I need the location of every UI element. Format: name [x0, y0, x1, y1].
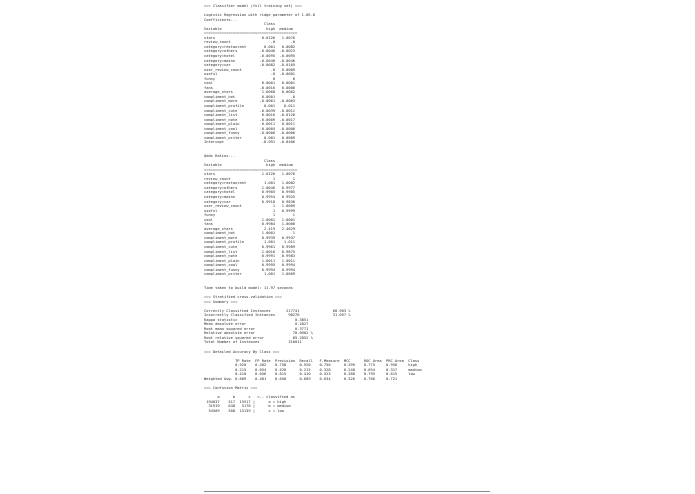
output-line: Class [204, 22, 276, 27]
output-line: 31919 648 5178 | b = medium [204, 404, 291, 409]
output-line: user_review_count -0 0.0009 [204, 67, 296, 72]
output-line: compliment_hot 0.0001 -0 [204, 94, 296, 99]
output-line: category=hotel -0.0095 -0.0095 [204, 54, 296, 59]
output-line: 0.410 0.056 0.615 0.410 0.523 0.380 0.795 0.615 low [204, 372, 415, 377]
output-line: average_stars 1.0068 0.0062 [204, 90, 296, 95]
output-line: category=mainn 0.9954 0.9925 [204, 194, 296, 199]
output-line: category=mainn -0.0046 -0.0046 [204, 58, 296, 63]
output-line: Odds Ratios... [204, 154, 236, 159]
output-line: category=restaurant 0.001 0.0082 [204, 44, 296, 49]
output-line: 54509 508 15139 | c = low [204, 408, 284, 413]
output-line: category=others 1.0046 0.9977 [204, 185, 296, 190]
output-line: compliment_profile 0.001 0.011 [204, 104, 296, 109]
output-line: compliment_list 1.0016 0.9875 [204, 249, 296, 254]
output-line: compliment_note 0.9991 0.9983 [204, 254, 296, 259]
output-line: === Confusion Matrix === [204, 385, 258, 390]
output-line: fans -0.0016 0.0006 [204, 85, 296, 90]
output-line: compliment_cool -0.0005 -0.0006 [204, 126, 296, 131]
output-line: compliment_writer 0.001 0.0009 [204, 135, 296, 140]
output-line: ========================================== [204, 167, 298, 172]
output-line: === Detailed Accuracy By Class === [204, 349, 280, 354]
output-line: === Stratified cross-validation === [204, 295, 282, 299]
output-line: Weighted Avg. 0.689 0.481 0.658 0.689 0.634 0.326 0.766 0.721 [204, 376, 398, 381]
output-line: 0.920 0.482 0.758 0.920 0.750 0.399 0.775 0.950 high [204, 363, 418, 368]
output-line: compliment_more 0.9939 0.9937 [204, 235, 296, 240]
classifier-output [204, 4, 422, 413]
output-line: Intercept -8.091 -0.8406 [204, 140, 296, 145]
output-line: Root mean squared error 0.3771 [204, 326, 309, 331]
output-line: Logistic Regression with ridge parameter of 1.0E-8 [204, 13, 316, 18]
output-line: Correctly Classified Instances 217741 68.903 % [204, 308, 351, 313]
output-line: compliment_writer 1.001 1.0009 [204, 272, 296, 277]
output-line: 0.215 0.054 0.528 0.215 0.328 0.248 0.654 0.317 medium [204, 367, 422, 372]
output-line: category=car 0.9918 0.9836 [204, 199, 296, 204]
output-line: Root relative squared error 85.2852 % [204, 335, 313, 340]
output-line: compliment_plain 0.0011 0.0011 [204, 122, 296, 127]
output-line: category=others -0.0046 -0.0023 [204, 49, 296, 54]
output-line: compliment_profile 1.001 1.011 [204, 240, 296, 245]
output-line: review_count -0 -0 [204, 40, 296, 45]
output-line: === Summary === [204, 299, 238, 304]
output-line: category=car -0.0082 -0.0165 [204, 63, 296, 68]
output-line: average_stars 2.419 2.4629 [204, 226, 296, 231]
output-line: a b c <-- classified as [204, 395, 296, 400]
output-line: compliment_cute -0.0039 -0.0011 [204, 108, 296, 113]
output-line: compliment_note -0.0009 -0.0017 [204, 117, 296, 122]
output-line: Mean absolute error 0.2827 [204, 322, 309, 327]
output-line: cool 1.0001 1.0001 [204, 217, 296, 222]
output-line: === Classifier model (full training set) === [204, 4, 302, 8]
output-line: useful 1 0.9999 [204, 208, 296, 213]
output-line: compliment_list 0.0016 -0.0126 [204, 113, 296, 118]
output-line: Total Number of Instances 316011 [204, 340, 302, 345]
output-line: funny 0 0 [204, 76, 296, 81]
output-line: Class [204, 158, 276, 163]
output-line: funny 1 1 [204, 213, 296, 218]
output-line: review_count 1 1 [204, 176, 296, 181]
output-line: TP Rate FP Rate Precision Recall F-Measure MCC ROC Area PRC Area Class [204, 358, 420, 363]
output-line: Variable high medium [204, 163, 293, 168]
output-line: Coefficients... [204, 17, 238, 22]
output-line: compliment_funny -0.0006 -0.0006 [204, 131, 296, 136]
output-line: user_review_count 1 1.0009 [204, 204, 296, 209]
output-line: stars 0.0126 1.0076 [204, 35, 296, 40]
output-line: compliment_cute 0.9961 0.9989 [204, 244, 296, 249]
output-line: Relative absolute error 70.0902 % [204, 331, 313, 336]
bottom-divider [204, 491, 490, 492]
output-line: category=hotel 0.9905 0.9905 [204, 190, 296, 195]
output-line: compliment_cool 0.9995 0.9994 [204, 263, 296, 268]
output-line: compliment_plain 1.0011 1.0011 [204, 258, 296, 263]
output-line: compliment_funny 0.9994 0.9994 [204, 267, 296, 272]
output-line: compliment_hot 1.0001 1 [204, 231, 296, 236]
output-line: ========================================== [204, 31, 298, 36]
output-line: fans 0.9984 1.0006 [204, 222, 296, 227]
output-line: useful -0 -0.0001 [204, 72, 296, 77]
output-line: 194037 517 15517 | a = high [204, 399, 287, 404]
output-line: Variable high medium [204, 26, 293, 31]
output-line: Kappa statistic 0.3851 [204, 317, 309, 322]
output-line: Incorrectly Classified Instances 98270 31.097 % [204, 313, 351, 318]
output-line: compliment_more -0.0061 -0.0063 [204, 99, 296, 104]
output-line: Time taken to build model: 11.97 seconds [204, 285, 293, 290]
output-line: cool 0.0001 0.0001 [204, 81, 296, 86]
output-line: stars 1.0126 1.0076 [204, 172, 296, 177]
output-line: category=restaurant 1.001 1.0082 [204, 181, 296, 186]
